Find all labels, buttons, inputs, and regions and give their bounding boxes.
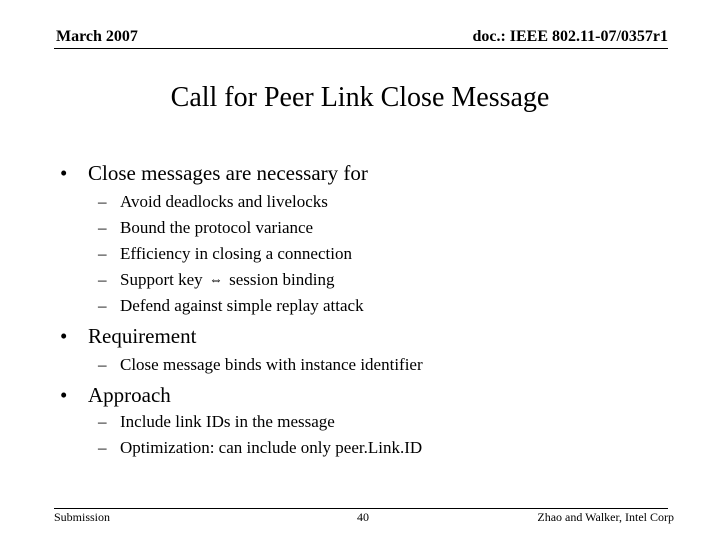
sub-item: [98, 295, 364, 317]
sub-text-before: Support key: [120, 270, 203, 289]
sub-item: [98, 269, 334, 292]
footer-authors: Zhao and Walker, Intel Corp: [537, 510, 674, 524]
sub-dash: –: [98, 296, 107, 315]
sub-text: Close message binds with instance identifier: [120, 355, 423, 374]
sub-text: Include link IDs in the message: [120, 412, 335, 431]
footer-rule: [54, 508, 668, 509]
bullet-requirement: [60, 323, 196, 349]
sub-dash: –: [98, 244, 107, 263]
bullet-text: Requirement: [88, 324, 197, 348]
sub-dash: –: [98, 438, 107, 457]
footer-submission: Submission: [54, 510, 111, 524]
bullet-dot: •: [60, 161, 68, 185]
bullet-dot: •: [60, 324, 68, 348]
bullet-close-messages: [60, 160, 368, 186]
footer-page-number: 40: [357, 510, 369, 524]
sub-dash: –: [98, 218, 107, 237]
left-right-arrow-icon: ⇔: [208, 273, 223, 288]
header-doc-id: doc.: IEEE 802.11-07/0357r1: [472, 28, 668, 45]
bullet-text: Close messages are necessary for: [88, 161, 368, 185]
sub-item: [98, 354, 423, 376]
sub-dash: –: [98, 192, 107, 211]
sub-dash: –: [98, 412, 107, 431]
sub-text: Optimization: can include only peer.Link.ID: [120, 438, 423, 457]
sub-item: [98, 217, 313, 239]
sub-item: [98, 437, 422, 459]
bullet-dot: •: [60, 383, 68, 407]
bullet-text: Approach: [88, 383, 171, 407]
sub-item: [98, 411, 335, 433]
slide-title: Call for Peer Link Close Message: [170, 82, 550, 113]
sub-text-after: session binding: [229, 270, 335, 289]
header-rule: [54, 48, 668, 49]
sub-text: Avoid deadlocks and livelocks: [120, 192, 328, 211]
sub-dash: –: [98, 270, 107, 289]
sub-text: Defend against simple replay attack: [120, 296, 364, 315]
sub-item: [98, 191, 328, 213]
sub-text: Efficiency in closing a connection: [120, 244, 352, 263]
bullet-approach: [60, 382, 171, 408]
sub-dash: –: [98, 355, 107, 374]
header-date: March 2007: [56, 28, 138, 45]
sub-item: [98, 243, 352, 265]
sub-text: Bound the protocol variance: [120, 218, 314, 237]
